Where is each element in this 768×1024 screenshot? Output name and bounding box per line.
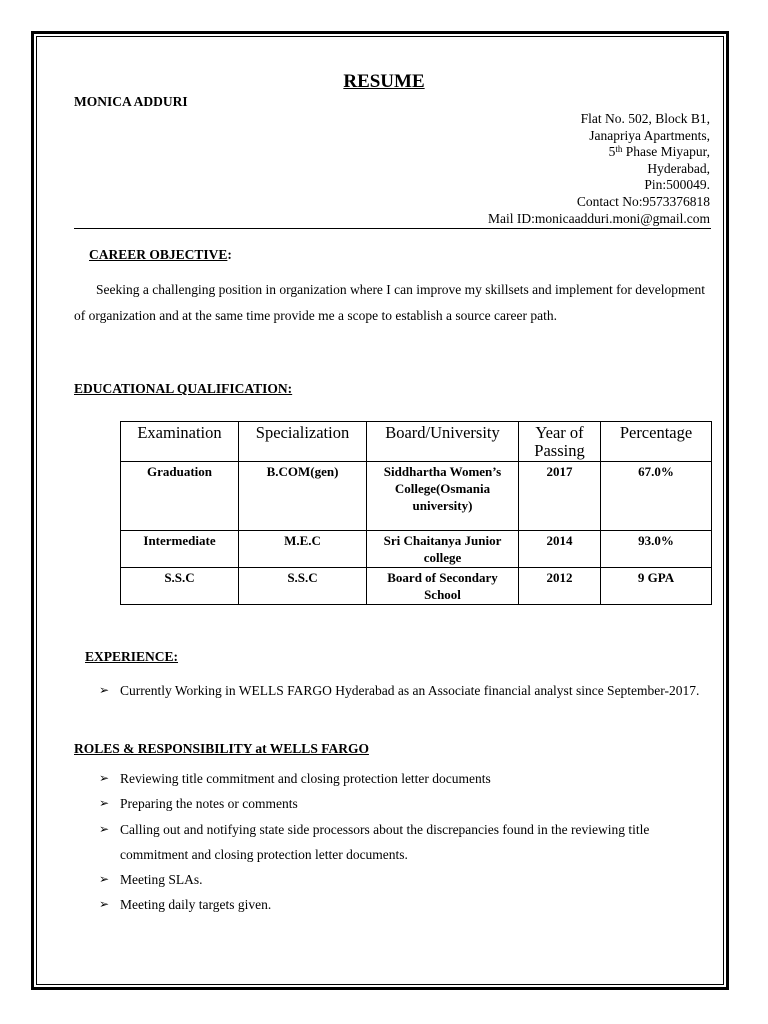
address-pin: Pin:500049. <box>644 177 710 193</box>
experience-heading: EXPERIENCE: <box>85 649 179 664</box>
table-cell: Siddhartha Women’s College(Osmania university) <box>367 462 519 531</box>
table-cell: 2012 <box>519 568 601 605</box>
career-objective-text: Seeking a challenging position in organization where I can improve my skillsets and implement for development of organization and at the same time provide me a scope to establish a source career path. <box>74 282 705 323</box>
address-line: Hyderabad, <box>647 160 710 176</box>
list-item-text: Reviewing title commitment and closing protection letter documents <box>120 771 491 786</box>
table-cell: Board of Secondary School <box>367 568 519 605</box>
table-header-cell: Specialization <box>239 422 367 462</box>
table-header-cell: Year of Passing <box>519 422 601 462</box>
list-item <box>74 766 714 791</box>
table-cell: 93.0% <box>601 531 712 568</box>
table-cell: M.E.C <box>239 531 367 568</box>
list-item <box>74 892 714 917</box>
table-row <box>121 568 712 605</box>
roles-list <box>74 766 714 918</box>
table-header-cell: Percentage <box>601 422 712 462</box>
list-item <box>74 867 714 892</box>
table-cell: S.S.C <box>121 568 239 605</box>
table-cell: Sri Chaitanya Junior college <box>367 531 519 568</box>
table-cell: 2014 <box>519 531 601 568</box>
arrow-bullet-icon: ➢ <box>99 897 110 912</box>
email-address: Mail ID:monicaadduri.moni@gmail.com <box>487 210 710 226</box>
arrow-bullet-icon: ➢ <box>99 796 110 811</box>
table-cell: S.S.C <box>239 568 367 605</box>
list-item <box>74 791 714 816</box>
address-line: 5th Phase Miyapur, <box>608 144 710 160</box>
arrow-bullet-icon: ➢ <box>99 872 110 887</box>
table-cell: Graduation <box>121 462 239 531</box>
table-row <box>121 531 712 568</box>
list-item-text: Currently Working in WELLS FARGO Hyderabad as an Associate financial analyst since September-2017. <box>120 683 700 698</box>
header-divider <box>74 228 711 229</box>
list-item <box>74 817 714 868</box>
table-cell: Intermediate <box>121 531 239 568</box>
table-header-row <box>121 422 712 462</box>
candidate-name: MONICA ADDURI <box>74 94 188 109</box>
resume-title: RESUME <box>343 71 425 92</box>
list-item-text: Meeting SLAs. <box>120 872 203 888</box>
list-item <box>74 682 714 699</box>
list-item-text: Meeting daily targets given. <box>120 897 272 913</box>
table-header-cell: Examination <box>121 422 239 462</box>
arrow-bullet-icon: ➢ <box>99 771 110 785</box>
table-cell: 2017 <box>519 462 601 531</box>
arrow-bullet-icon: ➢ <box>99 821 110 836</box>
contact-address-block <box>488 111 710 227</box>
list-item-text: Preparing the notes or comments <box>120 796 298 812</box>
arrow-bullet-icon: ➢ <box>99 683 110 697</box>
experience-list <box>74 682 714 699</box>
list-item-text: Calling out and notifying state side processors about the discrepancies found in the reviewing title commitment and closing protection letter documents. <box>120 821 650 862</box>
table-cell: 67.0% <box>601 462 712 531</box>
address-line: Janapriya Apartments, <box>589 127 710 143</box>
education-table <box>120 421 712 605</box>
career-objective-heading: CAREER OBJECTIVE: <box>89 247 232 262</box>
contact-number: Contact No:9573376818 <box>576 193 710 209</box>
address-line: Flat No. 502, Block B1, <box>580 111 710 126</box>
table-header-cell: Board/University <box>367 422 519 462</box>
table-cell: 9 GPA <box>601 568 712 605</box>
roles-heading: ROLES & RESPONSIBILITY at WELLS FARGO <box>74 741 369 756</box>
table-row <box>121 462 712 531</box>
education-heading: EDUCATIONAL QUALIFICATION: <box>74 381 293 396</box>
table-cell: B.COM(gen) <box>239 462 367 531</box>
